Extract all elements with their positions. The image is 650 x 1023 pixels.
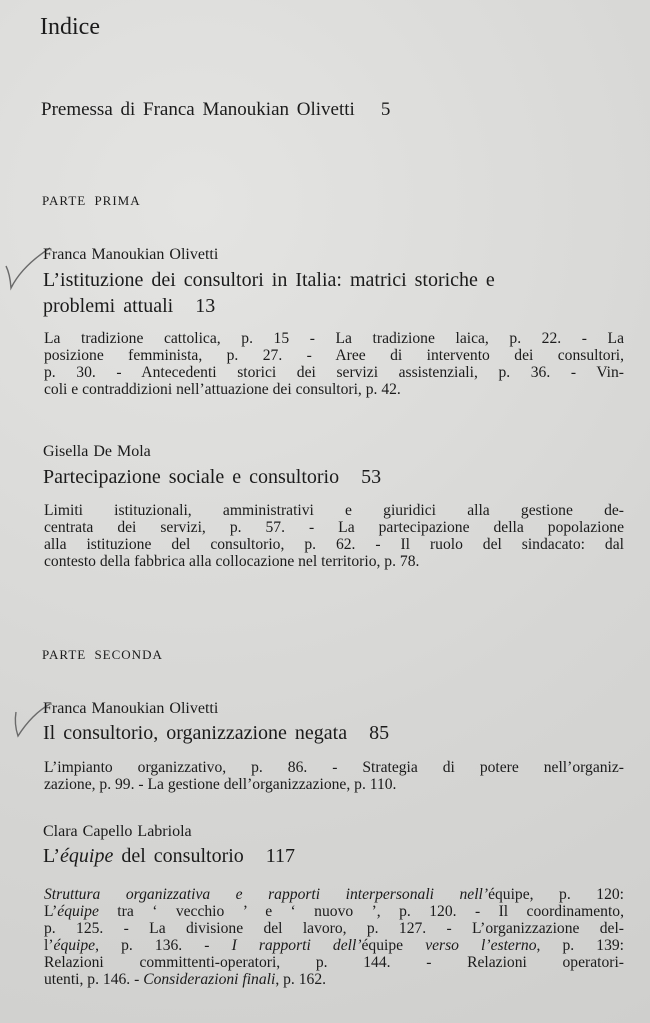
summary-line bbox=[44, 903, 624, 920]
summary-line: alla istituzione del consultorio, p. 62. - Il ruolo del sindacato: dal bbox=[44, 536, 624, 553]
toc-entry-premessa[interactable] bbox=[41, 99, 390, 121]
summary-line: L’impianto organizzativo, p. 86. - Strategia di potere nell’organiz- bbox=[44, 759, 624, 776]
summary-line: Limiti istituzionali, amministrativi e giuridici alla gestione de- bbox=[44, 502, 624, 519]
summary-text: tra ‘ vecchio ’ e ‘ nuovo ’, p. 120. - Il coordinamento, bbox=[98, 903, 624, 920]
summary-line: p. 125. - La divisione del lavoro, p. 127. - L’organizzazione del- bbox=[44, 920, 624, 937]
chapter-summary bbox=[44, 502, 624, 570]
chapter-title[interactable] bbox=[43, 466, 381, 489]
summary-text: équipe bbox=[361, 937, 426, 954]
summary-line: La tradizione cattolica, p. 15 - La tradizione laica, p. 22. - La bbox=[44, 330, 624, 347]
chapter-title[interactable]: L’istituzione dei consultori in Italia: matrici storiche e bbox=[43, 269, 495, 291]
summary-line: p. 30. - Antecedenti storici dei servizi assistenziali, p. 36. - Vin- bbox=[44, 364, 624, 381]
entry-page-number: 5 bbox=[380, 99, 391, 120]
summary-text: , p. 136. - bbox=[95, 937, 232, 954]
summary-italic: équipe bbox=[57, 903, 99, 920]
summary-italic: équipe bbox=[53, 937, 96, 954]
summary-text: , p. 139: bbox=[536, 937, 625, 954]
summary-line: Relazioni committenti-operatori, p. 144. - Relazioni operatori- bbox=[44, 954, 624, 971]
chapter-page-number: 117 bbox=[265, 845, 296, 867]
summary-line: coli e contraddizioni nell’attuazione dei consultori, p. 42. bbox=[44, 381, 401, 398]
chapter-author: Clara Capello Labriola bbox=[43, 823, 192, 840]
summary-text: équipe, p. 120: bbox=[488, 886, 624, 903]
chapter-title-prefix: L’ bbox=[43, 845, 61, 867]
summary-text: utenti, p. 146. - bbox=[44, 971, 144, 988]
chapter-summary bbox=[44, 886, 624, 988]
chapter-title-continued[interactable] bbox=[43, 295, 215, 318]
chapter-title[interactable] bbox=[43, 845, 295, 868]
entry-title: Premessa di Franca Manoukian Olivetti bbox=[41, 99, 355, 120]
chapter-title-text: Il consultorio, organizzazione negata bbox=[43, 722, 348, 744]
chapter-page-number: 85 bbox=[369, 722, 390, 744]
page-title: Indice bbox=[40, 14, 100, 40]
chapter-author: Franca Manoukian Olivetti bbox=[43, 700, 219, 717]
summary-text: l’ bbox=[44, 937, 54, 954]
part-heading: PARTE SECONDA bbox=[42, 647, 163, 662]
chapter-summary bbox=[44, 330, 624, 398]
summary-italic: verso l’esterno bbox=[425, 937, 537, 954]
summary-line bbox=[44, 937, 624, 954]
part-heading: PARTE PRIMA bbox=[42, 193, 141, 208]
chapter-title-text: Partecipazione sociale e consultorio bbox=[43, 466, 340, 488]
chapter-title-line: problemi attuali bbox=[43, 295, 174, 317]
summary-line: zazione, p. 99. - La gestione dell’organizzazione, p. 110. bbox=[44, 776, 397, 793]
summary-line: centrata dei servizi, p. 57. - La partecipazione della popolazione bbox=[44, 519, 624, 536]
summary-line: posizione femminista, p. 27. - Aree di intervento dei consultori, bbox=[44, 347, 624, 364]
chapter-author: Gisella De Mola bbox=[43, 443, 151, 460]
summary-text: L’ bbox=[44, 903, 58, 920]
summary-line bbox=[44, 971, 624, 988]
chapter-title[interactable] bbox=[43, 722, 389, 745]
chapter-title-rest: del consultorio bbox=[113, 845, 244, 867]
summary-line: contesto della fabbrica alla collocazione nel territorio, p. 78. bbox=[44, 553, 420, 570]
chapter-page-number: 13 bbox=[195, 295, 216, 317]
chapter-page-number: 53 bbox=[361, 466, 382, 488]
summary-text: , p. 162. bbox=[275, 971, 327, 988]
chapter-title-italic: équipe bbox=[60, 845, 114, 867]
summary-italic: I rapporti dell’ bbox=[231, 937, 362, 954]
chapter-summary bbox=[44, 759, 624, 793]
summary-italic: Struttura organizzativa e rapporti interpersonali nell’ bbox=[44, 886, 489, 903]
summary-line bbox=[44, 886, 624, 903]
chapter-author: Franca Manoukian Olivetti bbox=[43, 246, 219, 263]
summary-italic: Considerazioni finali bbox=[143, 971, 276, 988]
